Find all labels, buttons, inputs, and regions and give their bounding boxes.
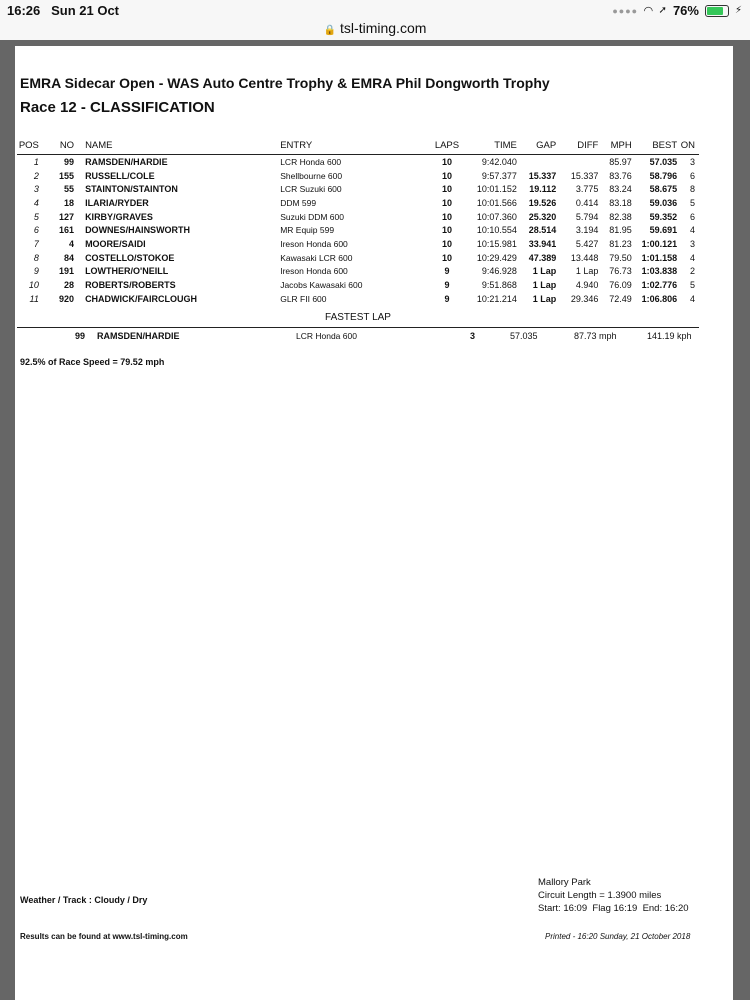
cell-best: 58.675 — [649, 184, 678, 195]
cell-gap — [517, 155, 556, 169]
table-row — [17, 278, 699, 292]
cell-time: 10:07.360 — [476, 211, 517, 222]
cell-time: 9:42.040 — [481, 156, 517, 167]
cell-on: 4 — [689, 252, 695, 263]
address-bar[interactable] — [0, 20, 750, 40]
fastest-lap-kph: 141.19 kph — [647, 331, 692, 341]
cell-pos: 11 — [29, 293, 39, 304]
results-url-note: Results can be found at www.tsl-timing.com — [20, 932, 188, 941]
cell-entry: Kawasaki LCR 600 — [280, 252, 353, 263]
cell-mph: 81.95 — [609, 225, 632, 236]
cell-diff: 13.448 — [570, 252, 599, 263]
cell-on: 3 — [689, 238, 695, 249]
cell-name: MOORE/SAIDI — [85, 238, 146, 249]
cell-name: CHADWICK/FAIRCLOUGH — [85, 293, 198, 304]
cell-no: 28 — [64, 280, 75, 291]
cell-pos: 8 — [33, 252, 39, 263]
cell-mph: 83.18 — [609, 197, 632, 208]
cell-pos: 5 — [33, 211, 39, 222]
fastest-lap-mph: 87.73 mph — [574, 331, 617, 341]
cell-diff: 5.427 — [575, 238, 599, 249]
fastest-lap-row — [17, 331, 699, 345]
cell-time: 10:29.429 — [476, 252, 517, 263]
cell-pos: 4 — [33, 197, 39, 208]
cell-gap: 1 Lap — [532, 293, 557, 304]
cell-diff: 3.194 — [575, 225, 599, 236]
url-text: tsl-timing.com — [340, 20, 427, 36]
cell-entry: DDM 599 — [280, 197, 317, 208]
cell-pos: 9 — [33, 266, 39, 277]
cell-name: ILARIA/RYDER — [85, 197, 149, 208]
cell-entry: Ireson Honda 600 — [280, 266, 348, 277]
cell-entry: Suzuki DDM 600 — [280, 211, 344, 222]
cell-best: 1:01.158 — [641, 252, 678, 263]
cell-on: 2 — [689, 266, 695, 277]
cell-best: 59.691 — [649, 225, 678, 236]
cell-entry: Shellbourne 600 — [280, 170, 343, 181]
cell-entry: LCR Suzuki 600 — [280, 184, 342, 195]
cell-laps: 10 — [441, 156, 452, 167]
cell-on: 5 — [689, 197, 695, 208]
cell-no: 155 — [59, 170, 75, 181]
cell-name: ROBERTS/ROBERTS — [85, 280, 176, 291]
col-name: NAME — [85, 138, 280, 155]
cell-mph: 79.50 — [609, 252, 632, 263]
document-titles — [20, 75, 550, 116]
results-body — [17, 155, 699, 306]
table-row — [17, 292, 699, 306]
cell-gap: 19.526 — [528, 197, 557, 208]
cell-on: 8 — [689, 184, 695, 195]
table-row — [17, 223, 699, 237]
cell-diff — [556, 155, 598, 169]
cell-time: 10:10.554 — [476, 225, 517, 236]
col-best: BEST — [632, 138, 677, 155]
cell-no: 127 — [59, 211, 75, 222]
cell-on: 4 — [689, 293, 695, 304]
cell-name: RUSSELL/COLE — [85, 170, 155, 181]
cell-gap: 15.337 — [528, 170, 557, 181]
cell-name: LOWTHER/O'NEILL — [85, 266, 169, 277]
battery-percent: 76% — [672, 3, 699, 18]
circuit-name: Mallory Park — [538, 877, 591, 888]
cell-best: 59.352 — [649, 211, 678, 222]
circuit-length: Circuit Length = 1.3900 miles — [538, 890, 662, 901]
cell-no: 161 — [59, 225, 75, 236]
cell-no: 191 — [59, 266, 75, 277]
cell-no: 4 — [69, 238, 75, 249]
cell-mph: 72.49 — [609, 293, 632, 304]
cell-name: DOWNES/HAINSWORTH — [85, 225, 191, 236]
status-bar — [0, 0, 750, 20]
cell-name: COSTELLO/STOKOE — [85, 252, 175, 263]
status-indicators — [612, 3, 742, 18]
signal-dots-icon: ●●●● — [612, 5, 639, 16]
cell-mph: 83.24 — [609, 184, 632, 195]
cell-mph: 76.09 — [609, 280, 632, 291]
cell-no: 84 — [64, 252, 75, 263]
circuit-info — [538, 876, 689, 915]
cell-laps: 10 — [441, 238, 452, 249]
cell-diff: 5.794 — [575, 211, 599, 222]
cell-mph: 82.38 — [609, 211, 632, 222]
cell-time: 10:01.566 — [476, 197, 517, 208]
cell-pos: 3 — [33, 184, 39, 195]
cell-gap: 25.320 — [528, 211, 557, 222]
cell-laps: 10 — [441, 184, 452, 195]
fastest-lap-lap: 3 — [470, 331, 476, 341]
cell-mph: 85.97 — [609, 156, 632, 167]
cell-laps: 9 — [444, 293, 450, 304]
cell-gap: 28.514 — [528, 225, 557, 236]
cell-best: 58.796 — [649, 170, 678, 181]
cell-gap: 47.389 — [528, 252, 557, 263]
cell-laps: 10 — [441, 197, 452, 208]
cell-time: 9:46.928 — [481, 266, 517, 277]
race-speed-note: 92.5% of Race Speed = 79.52 mph — [20, 357, 165, 367]
cell-name: RAMSDEN/HARDIE — [85, 156, 168, 167]
col-laps: LAPS — [426, 138, 467, 155]
cell-entry: GLR FII 600 — [280, 293, 327, 304]
cell-best: 1:03.838 — [641, 266, 678, 277]
results-table — [17, 138, 699, 306]
cell-on: 5 — [689, 280, 695, 291]
col-no: NO — [45, 138, 85, 155]
cell-laps: 9 — [444, 266, 450, 277]
table-row — [17, 265, 699, 279]
table-row — [17, 182, 699, 196]
cell-pos: 7 — [33, 238, 39, 249]
col-time: TIME — [467, 138, 516, 155]
race-times: Start: 16:09 Flag 16:19 End: 16:20 — [538, 903, 689, 914]
cell-best: 1:02.776 — [641, 280, 678, 291]
table-row — [17, 155, 699, 169]
cell-name: KIRBY/GRAVES — [85, 211, 153, 222]
fastest-lap-name: RAMSDEN/HARDIE — [97, 331, 180, 341]
cell-gap: 1 Lap — [532, 280, 557, 291]
location-icon: ➚ — [658, 5, 667, 16]
cell-laps: 9 — [444, 280, 450, 291]
cell-mph: 76.73 — [609, 266, 632, 277]
table-row — [17, 169, 699, 183]
cell-pos: 6 — [33, 225, 39, 236]
charging-icon: ⚡ — [734, 5, 742, 16]
printed-timestamp: Printed - 16:20 Sunday, 21 October 2018 — [545, 932, 691, 941]
cell-entry: MR Equip 599 — [280, 225, 335, 236]
battery-icon — [705, 5, 729, 17]
fastest-lap-time: 57.035 — [510, 331, 538, 341]
cell-diff: 0.414 — [575, 197, 599, 208]
cell-best: 59.036 — [649, 197, 678, 208]
status-time-date: 16:26 Sun 21 Oct — [7, 3, 120, 18]
cell-laps: 10 — [441, 252, 452, 263]
cell-no: 55 — [64, 184, 75, 195]
cell-on: 3 — [689, 156, 695, 167]
fastest-lap-entry: LCR Honda 600 — [296, 331, 357, 341]
lock-icon: 🔒 — [323, 25, 337, 36]
fastest-lap-no: 99 — [74, 331, 85, 341]
cell-entry: Ireson Honda 600 — [280, 238, 348, 249]
cell-diff: 29.346 — [570, 293, 599, 304]
cell-entry: Jacobs Kawasaki 600 — [280, 280, 363, 291]
cell-pos: 10 — [28, 280, 39, 291]
cell-time: 10:01.152 — [476, 184, 517, 195]
cell-gap: 1 Lap — [532, 266, 557, 277]
fastest-lap-label: FASTEST LAP — [17, 312, 699, 328]
table-row — [17, 210, 699, 224]
col-diff: DIFF — [556, 138, 598, 155]
cell-on: 6 — [689, 211, 695, 222]
col-mph: MPH — [598, 138, 631, 155]
cell-best: 57.035 — [649, 156, 678, 167]
cell-diff: 4.940 — [575, 280, 599, 291]
cell-time: 10:21.214 — [476, 293, 517, 304]
cell-diff: 3.775 — [575, 184, 599, 195]
table-header-row — [17, 138, 699, 155]
cell-laps: 10 — [441, 170, 452, 181]
col-entry: ENTRY — [280, 138, 426, 155]
cell-no: 920 — [59, 293, 75, 304]
cell-diff: 1 Lap — [575, 266, 599, 277]
cell-gap: 33.941 — [528, 238, 557, 249]
col-on: ON — [677, 138, 699, 155]
event-title: EMRA Sidecar Open - WAS Auto Centre Trophy & EMRA Phil Dongworth Trophy — [20, 75, 550, 91]
cell-diff: 15.337 — [570, 170, 599, 181]
cell-entry: LCR Honda 600 — [280, 156, 342, 167]
weather-info: Weather / Track : Cloudy / Dry — [20, 895, 148, 905]
cell-time: 10:15.981 — [476, 238, 517, 249]
cell-laps: 10 — [441, 211, 452, 222]
col-pos: POS — [17, 138, 45, 155]
race-subtitle: Race 12 - CLASSIFICATION — [20, 99, 215, 116]
cell-on: 6 — [689, 170, 695, 181]
col-gap: GAP — [517, 138, 556, 155]
table-row — [17, 251, 699, 265]
cell-time: 9:57.377 — [481, 170, 517, 181]
wifi-icon: ◠ — [644, 5, 653, 17]
cell-mph: 81.23 — [609, 238, 632, 249]
table-row — [17, 237, 699, 251]
cell-pos: 2 — [33, 170, 39, 181]
cell-best: 1:00.121 — [641, 238, 678, 249]
cell-gap: 19.112 — [529, 184, 557, 195]
cell-laps: 10 — [441, 225, 452, 236]
cell-on: 4 — [689, 225, 695, 236]
table-row — [17, 196, 699, 210]
cell-name: STAINTON/STAINTON — [85, 184, 178, 195]
cell-no: 18 — [64, 197, 75, 208]
cell-best: 1:06.806 — [641, 293, 678, 304]
cell-no: 99 — [64, 156, 75, 167]
cell-pos: 1 — [33, 156, 39, 167]
cell-time: 9:51.868 — [481, 280, 517, 291]
cell-mph: 83.76 — [609, 170, 632, 181]
